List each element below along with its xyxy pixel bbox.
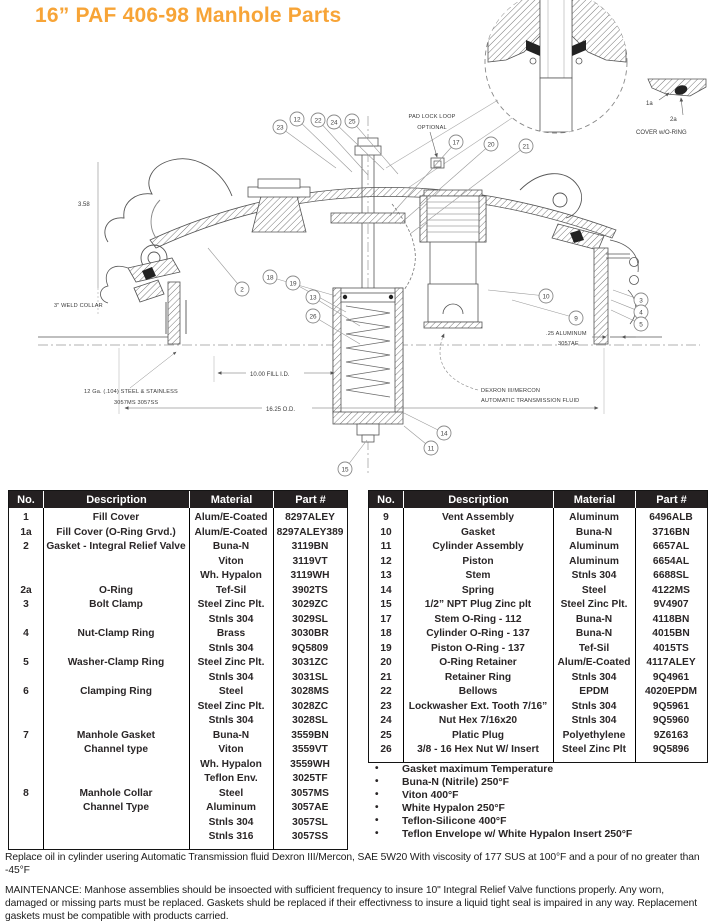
table-cell-part: 9Q5896 bbox=[652, 744, 690, 755]
table-cell-no bbox=[9, 555, 43, 570]
table-cell-material: Aluminum bbox=[206, 802, 256, 813]
gauge-label-2: 3057MS 3057SS bbox=[114, 400, 159, 406]
table-cell-part: 9V4907 bbox=[653, 599, 689, 610]
callout-15 bbox=[338, 440, 367, 476]
od-label: 16.25 O.D. bbox=[266, 407, 296, 413]
table-cell-desc: Cylinder O-Ring - 137 bbox=[426, 628, 530, 639]
svg-text:20: 20 bbox=[487, 141, 495, 149]
note-item: • Buna-N (Nitrile) 250°F bbox=[372, 776, 708, 789]
table-cell-desc: Platic Plug bbox=[451, 729, 505, 741]
svg-text:12: 12 bbox=[293, 116, 301, 124]
table-header-row bbox=[369, 491, 707, 508]
table-cell-no: 9 bbox=[383, 512, 389, 523]
table-cell-no: 1a bbox=[20, 526, 32, 538]
callout-9 bbox=[512, 300, 583, 325]
svg-text:4: 4 bbox=[639, 309, 643, 317]
table-cell-part: 9Q5961 bbox=[652, 700, 690, 712]
detail-label-1a: 1a bbox=[646, 101, 653, 107]
table-cell-part: 6654AL bbox=[652, 555, 690, 567]
table-cell-material: Buna-N bbox=[212, 729, 250, 741]
table-cell-material: Stnls 304 bbox=[208, 642, 254, 654]
table-cell-part: 3025TF bbox=[292, 773, 328, 784]
table-cell-material: Steel bbox=[218, 787, 244, 799]
table-cell-desc: Bellows bbox=[458, 686, 498, 697]
table-cell-no: 26 bbox=[380, 744, 392, 755]
svg-text:14: 14 bbox=[440, 430, 448, 438]
table-cell-part: 3057SS bbox=[291, 831, 329, 842]
table-cell-no: 3 bbox=[23, 599, 29, 610]
callout-23 bbox=[273, 120, 336, 168]
table-cell-desc bbox=[43, 714, 189, 729]
table-cell-no: 5 bbox=[23, 657, 29, 668]
table-cell-no: 2 bbox=[23, 541, 29, 552]
table-cell-material: Teflon Env. bbox=[204, 773, 258, 784]
table-cell-no: 14 bbox=[380, 584, 392, 596]
svg-text:9: 9 bbox=[574, 315, 578, 323]
table-cell-no: 19 bbox=[380, 642, 392, 654]
table-cell-material: Steel Zinc Plt. bbox=[197, 599, 265, 610]
gauge-label-1: 12 Ga. (.104) STEEL & STAINLESS bbox=[84, 389, 178, 395]
table-body bbox=[369, 508, 707, 762]
table-cell-desc bbox=[43, 772, 189, 787]
table-cell-no: 11 bbox=[380, 541, 392, 552]
table-cell-no: 2a bbox=[20, 584, 32, 596]
table-cell-material: Steel bbox=[218, 686, 244, 697]
table-cell-no: 8 bbox=[23, 787, 29, 799]
table-cell-desc: Piston bbox=[462, 555, 494, 567]
table-cell-desc bbox=[43, 671, 189, 686]
table-cell-desc: Manhole Collar bbox=[79, 787, 153, 799]
table-cell-no: 20 bbox=[380, 657, 392, 668]
table-cell-material: Steel Zinc Plt bbox=[562, 744, 626, 755]
svg-text:24: 24 bbox=[330, 119, 338, 127]
table-cell-part: 3119WH bbox=[290, 570, 330, 581]
note-item: • Viton 400°F bbox=[372, 789, 708, 802]
table-cell-no: 18 bbox=[380, 628, 392, 639]
table-cell-no bbox=[9, 801, 43, 816]
table-cell-desc bbox=[43, 642, 189, 657]
table-cell-desc: O-Ring bbox=[99, 584, 133, 596]
table-cell-no: 17 bbox=[380, 613, 392, 625]
detail-label-2a: 2a bbox=[670, 117, 677, 123]
page-title: 16” PAF 406-98 Manhole Parts bbox=[35, 4, 342, 27]
table-cell-material: Buna-N bbox=[575, 526, 613, 538]
table-cell-no bbox=[9, 700, 43, 715]
table-cell-material: Stnls 304 bbox=[571, 700, 617, 712]
table-cell-desc: Channel type bbox=[84, 744, 148, 755]
table-cell-part: 9Z6163 bbox=[653, 729, 689, 741]
table-cell-material: Aluminum bbox=[569, 541, 619, 552]
table-cell-part: 3119BN bbox=[291, 541, 329, 552]
table-cell-material: Viton bbox=[218, 555, 244, 567]
table-cell-no: 13 bbox=[380, 570, 392, 581]
table-cell-part: 3119VT bbox=[292, 555, 328, 567]
svg-text:13: 13 bbox=[309, 294, 317, 302]
svg-text:5: 5 bbox=[639, 321, 643, 329]
table-cell-desc: Washer-Clamp Ring bbox=[67, 657, 165, 668]
table-cell-part: 3559WH bbox=[290, 758, 330, 770]
table-cell-part: 9Q4961 bbox=[652, 671, 690, 683]
fluid-label-2: AUTOMATIC TRANSMISSION FLUID bbox=[481, 398, 580, 404]
table-cell-part: 3031SL bbox=[292, 671, 328, 683]
table-cell-no bbox=[9, 714, 43, 729]
table-cell-no: 1 bbox=[23, 512, 29, 523]
table-cell-material: Buna-N bbox=[575, 628, 613, 639]
table-cell-desc: Retainer Ring bbox=[444, 671, 512, 683]
svg-text:18: 18 bbox=[266, 274, 274, 282]
table-cell-desc bbox=[43, 569, 189, 584]
table-cell-part: 3030BR bbox=[291, 628, 329, 639]
table-cell-material: Alum/E-Coated bbox=[194, 512, 268, 523]
table-cell-no bbox=[9, 830, 43, 845]
col-header-material: Material bbox=[189, 491, 273, 508]
table-cell-part: 3057AE bbox=[291, 802, 329, 813]
table-cell-desc: Gasket - Integral Relief Valve bbox=[46, 541, 186, 552]
table-cell-material: Stnls 304 bbox=[571, 715, 617, 726]
table-cell-desc: Gasket bbox=[461, 526, 495, 538]
table-cell-material: EPDM bbox=[579, 686, 609, 697]
table-cell-part: 3057MS bbox=[291, 787, 329, 799]
table-cell-material: Steel Zinc Plt. bbox=[560, 599, 628, 610]
table-cell-material: Stnls 304 bbox=[208, 613, 254, 625]
table-cell-desc: Stem O-Ring - 112 bbox=[434, 613, 522, 625]
aluminum-label-2: 3057AE bbox=[558, 341, 579, 347]
svg-text:26: 26 bbox=[309, 313, 317, 321]
table-cell-desc: Clamping Ring bbox=[80, 686, 152, 697]
table-cell-no: 24 bbox=[380, 715, 392, 726]
aluminum-label-1: .25 ALUMINUM bbox=[546, 331, 587, 337]
table-cell-part: 8297ALEY389 bbox=[276, 526, 344, 538]
table-cell-part: 6496ALB bbox=[649, 512, 693, 523]
table-cell-material: Wh. Hypalon bbox=[200, 570, 262, 581]
table-cell-material: Stnls 304 bbox=[571, 570, 617, 581]
note-item: • Gasket maximum Temperature bbox=[372, 763, 708, 776]
table-body bbox=[9, 508, 347, 849]
table-cell-desc: Piston O-Ring - 137 bbox=[431, 642, 525, 654]
cover-oring-detail bbox=[636, 79, 706, 136]
table-cell-no: 6 bbox=[23, 686, 29, 697]
padlock-label-2: OPTIONAL bbox=[417, 125, 447, 131]
callout-11 bbox=[404, 426, 438, 455]
table-cell-no bbox=[9, 816, 43, 831]
table-cell-no: 25 bbox=[380, 729, 392, 741]
table-cell-desc bbox=[43, 816, 189, 831]
table-cell-part: 3028SL bbox=[292, 715, 328, 726]
col-header-material: Material bbox=[553, 491, 635, 508]
table-cell-desc: Fill Cover (O-Ring Grvd.) bbox=[56, 526, 176, 538]
table-cell-no bbox=[9, 613, 43, 628]
oil-replacement-note: Replace oil in cylinder usering Automatic Transmission fluid Dexron III/Mercon, SAE 5W20 With viscosity of 177 SUS at 100°F and a pour of no greater than -45°F bbox=[5, 852, 700, 876]
table-cell-desc: Manhole Gasket bbox=[76, 729, 156, 741]
table-cell-material: Stnls 304 bbox=[208, 816, 254, 828]
dim-358: 3.58 bbox=[78, 202, 90, 208]
table-cell-desc: Fill Cover bbox=[92, 512, 140, 523]
callout-10 bbox=[488, 289, 553, 303]
callout-14 bbox=[402, 412, 451, 440]
table-cell-part: 3028MS bbox=[291, 686, 329, 697]
table-cell-desc: Spring bbox=[461, 584, 495, 596]
col-header-description: Description bbox=[403, 491, 553, 508]
padlock-label-1: PAD LOCK LOOP bbox=[408, 114, 456, 120]
table-cell-material: Stnls 304 bbox=[208, 715, 254, 726]
table-cell-material: Stnls 316 bbox=[208, 831, 254, 842]
table-cell-part: 3029ZC bbox=[291, 599, 329, 610]
maintenance-note: MAINTENANCE: Manhose assemblies should be insoected with sufficient frequency to insure 10" Integral Relief Valve functions properly. Any worn, damaged or missing parts must be replaced. Gaskets shuld be replaced if their effectivness to insure a liquid tight seal is impaired in any way. Replacement gaskets must be compatible with products carried. bbox=[5, 885, 698, 922]
table-cell-part: 4122MS bbox=[652, 584, 690, 596]
table-cell-no bbox=[9, 743, 43, 758]
svg-text:3: 3 bbox=[639, 297, 643, 305]
table-cell-part: 8297ALEY bbox=[285, 512, 335, 523]
gasket-temperature-notes bbox=[372, 763, 708, 841]
svg-text:25: 25 bbox=[348, 118, 356, 126]
table-cell-no: 21 bbox=[380, 671, 392, 683]
footer-notes bbox=[5, 851, 706, 922]
table-cell-desc bbox=[43, 613, 189, 628]
table-cell-material: Steel bbox=[581, 584, 607, 596]
col-header-description: Description bbox=[43, 491, 189, 508]
svg-text:10: 10 bbox=[542, 293, 550, 301]
table-cell-desc bbox=[43, 758, 189, 773]
table-cell-desc: Cylinder Assembly bbox=[432, 541, 524, 552]
table-cell-no bbox=[9, 671, 43, 686]
table-cell-desc: Bolt Clamp bbox=[89, 599, 143, 610]
table-cell-no bbox=[9, 772, 43, 787]
vent-assembly bbox=[420, 190, 486, 328]
table-header-row bbox=[9, 491, 347, 508]
table-cell-material: Aluminum bbox=[569, 512, 619, 523]
table-cell-material: Tef-Sil bbox=[215, 584, 247, 596]
table-cell-no: 23 bbox=[380, 700, 392, 712]
table-cell-material: Polyethylene bbox=[562, 729, 626, 741]
table-cell-desc: Nut Hex 7/16x20 bbox=[438, 715, 518, 726]
table-cell-desc: Nut-Clamp Ring bbox=[77, 628, 155, 639]
table-cell-part: 3028ZC bbox=[291, 700, 329, 712]
col-header-no: No. bbox=[377, 493, 395, 506]
svg-text:15: 15 bbox=[341, 466, 349, 474]
table-cell-material: Stnls 304 bbox=[208, 671, 254, 683]
table-cell-part: 3559BN bbox=[291, 729, 329, 741]
table-cell-part: 6688SL bbox=[653, 570, 689, 581]
table-cell-desc: Lockwasher Ext. Tooth 7/16” bbox=[408, 700, 548, 712]
table-cell-part: 3716BN bbox=[652, 526, 690, 538]
table-cell-part: 3031ZC bbox=[291, 657, 329, 668]
svg-text:21: 21 bbox=[522, 143, 530, 151]
detail-circle bbox=[386, 0, 627, 192]
table-cell-desc bbox=[43, 700, 189, 715]
note-item: • Teflon Envelope w/ White Hypalon Insert 250°F bbox=[372, 828, 708, 841]
table-cell-material: Viton bbox=[218, 744, 244, 755]
parts-table-left bbox=[8, 490, 348, 850]
table-cell-no: 22 bbox=[380, 686, 392, 697]
table-cell-part: 9Q5809 bbox=[291, 642, 329, 654]
table-cell-desc bbox=[43, 555, 189, 570]
note-item: • Teflon-Silicone 400°F bbox=[372, 815, 708, 828]
table-cell-part: 9Q5960 bbox=[652, 715, 690, 726]
table-cell-no: 7 bbox=[23, 729, 29, 741]
svg-text:2: 2 bbox=[240, 286, 244, 294]
table-cell-part: 6657AL bbox=[652, 541, 690, 552]
fill-id-label: 10.00 FILL I.D. bbox=[250, 372, 290, 378]
table-cell-desc: Channel Type bbox=[82, 802, 150, 813]
svg-text:19: 19 bbox=[289, 280, 297, 288]
cover-detail-caption: COVER w/O-RING bbox=[636, 130, 687, 136]
table-cell-no bbox=[9, 758, 43, 773]
col-header-part: Part # bbox=[273, 491, 347, 508]
table-cell-material: Steel Zinc Plt. bbox=[197, 700, 265, 712]
col-header-part: Part # bbox=[635, 491, 707, 508]
table-cell-part: 4015BN bbox=[652, 628, 690, 639]
col-header-no: No. bbox=[17, 493, 35, 506]
table-cell-no bbox=[9, 642, 43, 657]
parts-table-right bbox=[368, 490, 708, 763]
table-cell-desc: O-Ring Retainer bbox=[439, 657, 517, 668]
svg-text:17: 17 bbox=[452, 139, 460, 147]
right-collar bbox=[552, 224, 639, 344]
table-cell-part: 4117ALEY bbox=[646, 657, 696, 668]
table-cell-no: 10 bbox=[380, 526, 392, 538]
table-cell-material: Tef-Sil bbox=[578, 642, 610, 654]
table-cell-desc bbox=[43, 830, 189, 845]
svg-text:23: 23 bbox=[276, 124, 284, 132]
callout-2 bbox=[208, 248, 249, 296]
table-cell-material: Alum/E-Coated bbox=[557, 657, 631, 668]
table-cell-material: Aluminum bbox=[569, 555, 619, 567]
table-cell-desc: 3/8 - 16 Hex Nut W/ Insert bbox=[417, 744, 539, 755]
relief-valve-assembly bbox=[331, 138, 415, 442]
table-cell-material: Buna-N bbox=[575, 613, 613, 625]
table-cell-part: 3057SL bbox=[292, 816, 328, 828]
table-cell-part: 3902TS bbox=[292, 584, 328, 596]
note-item: • White Hypalon 250°F bbox=[372, 802, 708, 815]
fluid-label-1: DEXRON III/MERCON bbox=[481, 388, 541, 394]
table-cell-part: 3029SL bbox=[292, 613, 328, 625]
table-cell-no: 15 bbox=[380, 599, 392, 610]
table-cell-desc: 1/2” NPT Plug Zinc plt bbox=[424, 599, 532, 610]
table-cell-no: 4 bbox=[23, 628, 29, 639]
table-cell-part: 4020EPDM bbox=[644, 686, 698, 697]
table-cell-material: Stnls 304 bbox=[571, 671, 617, 683]
table-cell-desc: Vent Assembly bbox=[441, 512, 515, 523]
table-cell-part: 4118BN bbox=[652, 613, 690, 625]
table-cell-material: Brass bbox=[216, 628, 246, 639]
table-cell-material: Buna-N bbox=[212, 541, 250, 552]
table-cell-material: Wh. Hypalon bbox=[200, 758, 262, 770]
svg-text:11: 11 bbox=[427, 445, 435, 453]
table-cell-no: 12 bbox=[380, 555, 392, 567]
table-cell-material: Steel Zinc Plt. bbox=[197, 657, 265, 668]
table-cell-no bbox=[9, 569, 43, 584]
weld-collar-label: 3" WELD COLLAR bbox=[54, 303, 103, 309]
table-cell-part: 3559VT bbox=[292, 744, 328, 755]
table-cell-desc: Stem bbox=[465, 570, 491, 581]
table-cell-material: Alum/E-Coated bbox=[194, 526, 268, 538]
svg-text:22: 22 bbox=[314, 117, 322, 125]
table-cell-part: 4015TS bbox=[653, 642, 689, 654]
